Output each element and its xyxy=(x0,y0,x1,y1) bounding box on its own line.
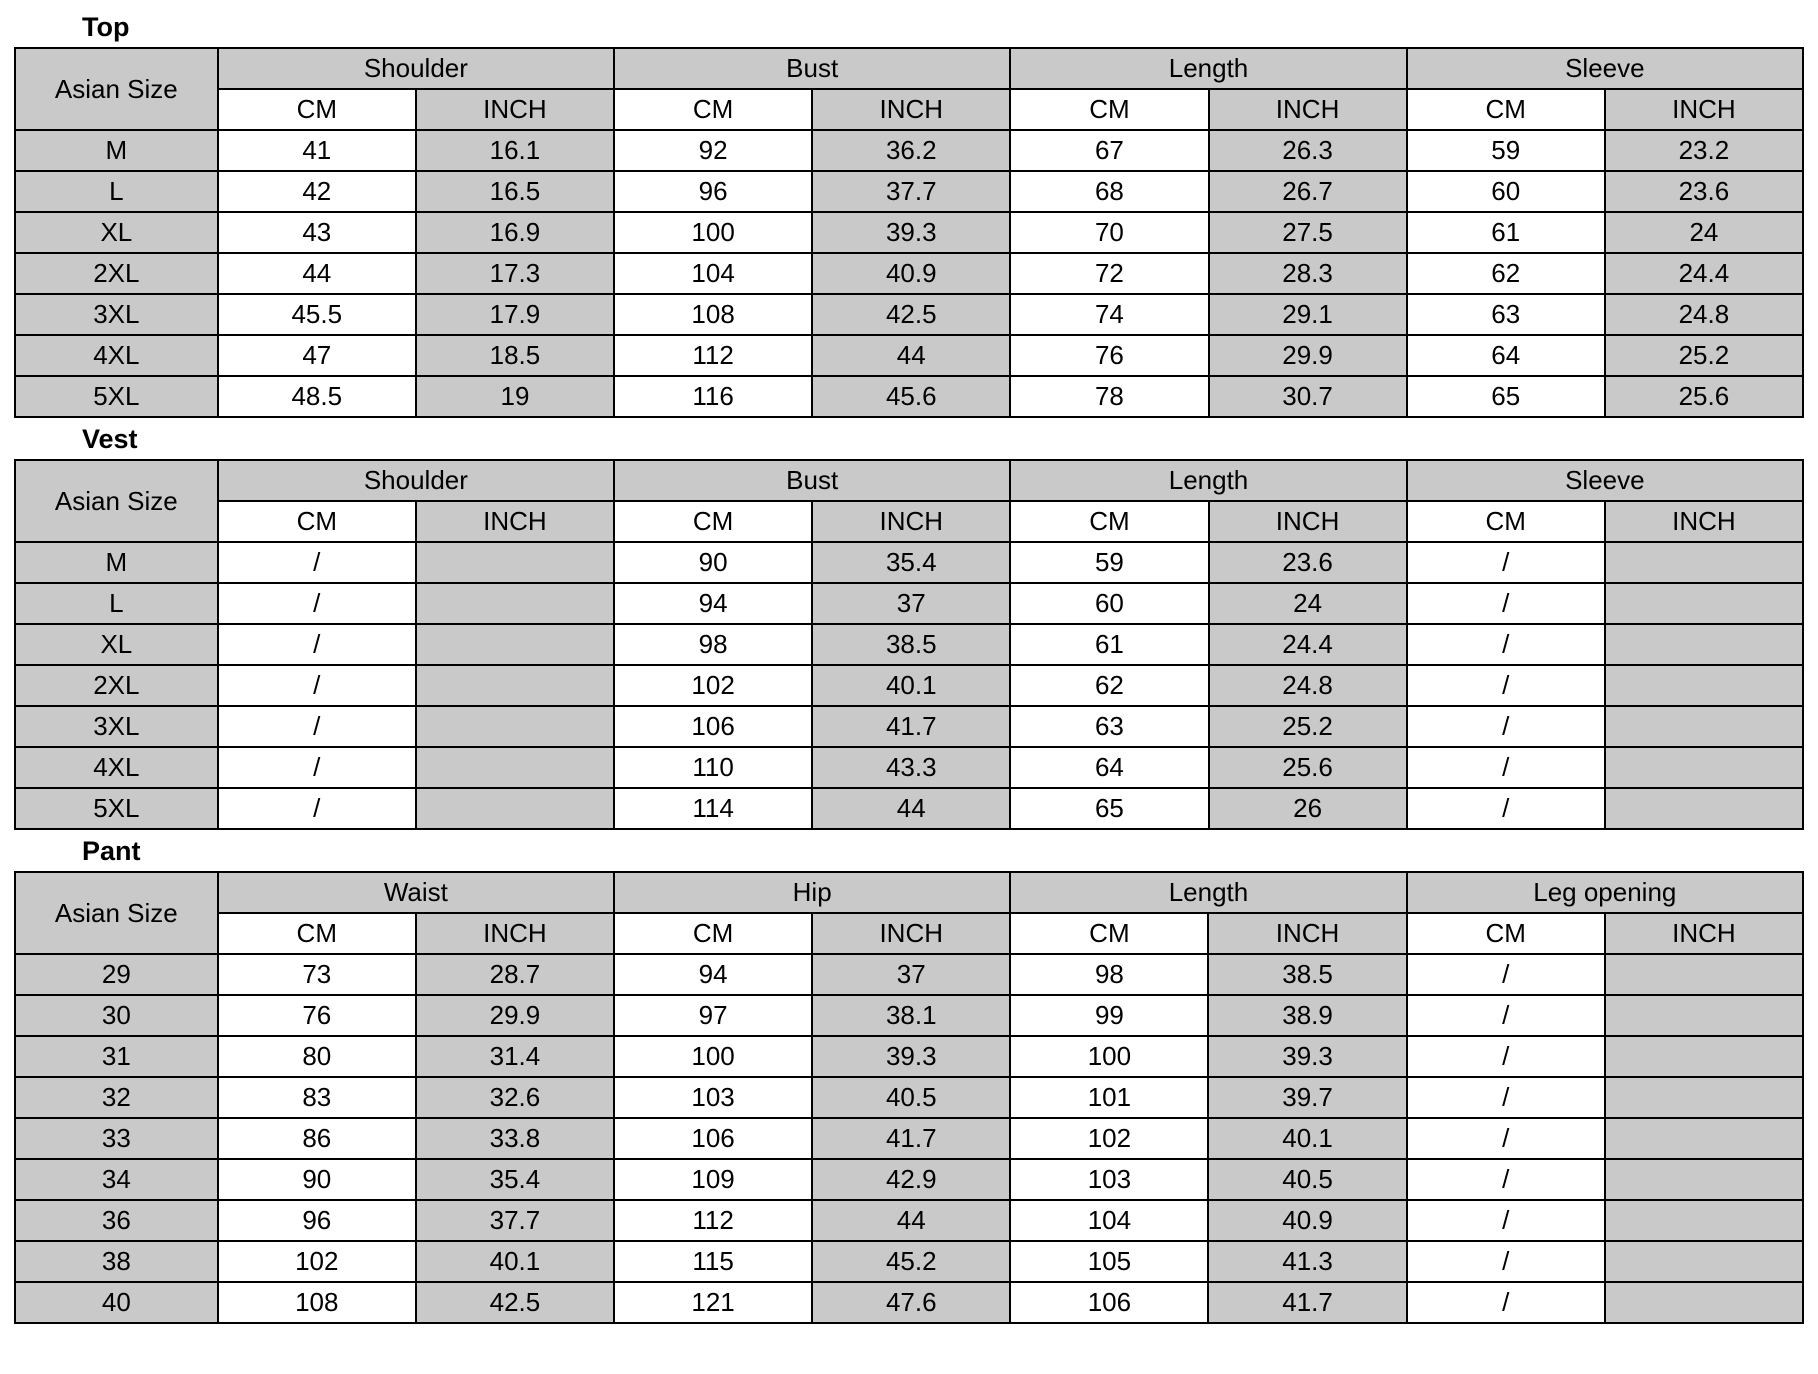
size-table-pant xyxy=(14,871,1804,1324)
cell-inch-value: 25.2 xyxy=(1605,335,1803,376)
cell-inch-value xyxy=(1605,788,1803,829)
cell-size-label: 32 xyxy=(15,1077,218,1118)
cell-inch-value: 39.3 xyxy=(1208,1036,1406,1077)
cell-inch-value xyxy=(1605,542,1803,583)
cell-inch-value: 41.7 xyxy=(812,1118,1010,1159)
cell-inch-value: 37 xyxy=(812,954,1010,995)
cell-cm-value: / xyxy=(1407,747,1605,788)
cell-inch-value: 40.9 xyxy=(1208,1200,1406,1241)
cell-inch-value xyxy=(1605,954,1803,995)
cell-inch-value xyxy=(1605,1159,1803,1200)
column-header-unit-inch: INCH xyxy=(416,89,614,130)
cell-inch-value xyxy=(1605,1200,1803,1241)
cell-cm-value: 70 xyxy=(1010,212,1208,253)
cell-cm-value: 76 xyxy=(218,995,416,1036)
cell-inch-value: 27.5 xyxy=(1209,212,1407,253)
cell-inch-value: 40.1 xyxy=(1208,1118,1406,1159)
cell-inch-value: 40.9 xyxy=(812,253,1010,294)
cell-size-label: M xyxy=(15,542,218,583)
table-row xyxy=(15,788,1803,829)
section-title-pant: Pant xyxy=(82,836,141,867)
cell-inch-value: 36.2 xyxy=(812,130,1010,171)
table-row xyxy=(15,171,1803,212)
table-header-row-groups xyxy=(15,48,1803,89)
cell-size-label: 38 xyxy=(15,1241,218,1282)
cell-cm-value: 100 xyxy=(1010,1036,1208,1077)
column-header-unit-cm: CM xyxy=(1407,89,1605,130)
cell-cm-value: 64 xyxy=(1010,747,1208,788)
cell-inch-value: 40.5 xyxy=(1208,1159,1406,1200)
cell-inch-value xyxy=(416,747,614,788)
cell-size-label: 34 xyxy=(15,1159,218,1200)
column-header-unit-cm: CM xyxy=(614,89,812,130)
table-row xyxy=(15,583,1803,624)
cell-cm-value: 103 xyxy=(1010,1159,1208,1200)
table-row xyxy=(15,1200,1803,1241)
cell-inch-value: 39.3 xyxy=(812,212,1010,253)
cell-cm-value: 60 xyxy=(1407,171,1605,212)
column-group-header: Bust xyxy=(614,48,1010,89)
cell-inch-value: 24 xyxy=(1209,583,1407,624)
column-header-unit-cm: CM xyxy=(1010,501,1208,542)
cell-cm-value: 59 xyxy=(1407,130,1605,171)
cell-inch-value: 23.6 xyxy=(1209,542,1407,583)
cell-cm-value: / xyxy=(218,624,416,665)
cell-inch-value xyxy=(1605,1241,1803,1282)
cell-inch-value: 38.5 xyxy=(1208,954,1406,995)
cell-inch-value: 16.1 xyxy=(416,130,614,171)
cell-inch-value: 24.8 xyxy=(1605,294,1803,335)
cell-inch-value: 40.1 xyxy=(416,1241,614,1282)
cell-inch-value: 41.3 xyxy=(1208,1241,1406,1282)
table-header-row-units xyxy=(15,913,1803,954)
cell-cm-value: 62 xyxy=(1407,253,1605,294)
cell-cm-value: 99 xyxy=(1010,995,1208,1036)
cell-inch-value xyxy=(1605,1118,1803,1159)
column-header-unit-inch: INCH xyxy=(416,913,614,954)
cell-inch-value xyxy=(1605,1077,1803,1118)
table-row xyxy=(15,253,1803,294)
cell-inch-value: 24.4 xyxy=(1209,624,1407,665)
cell-inch-value xyxy=(1605,995,1803,1036)
cell-cm-value: 74 xyxy=(1010,294,1208,335)
cell-cm-value: / xyxy=(1407,665,1605,706)
cell-cm-value: / xyxy=(218,788,416,829)
cell-inch-value xyxy=(416,706,614,747)
cell-inch-value xyxy=(1605,747,1803,788)
cell-size-label: XL xyxy=(15,624,218,665)
table-row xyxy=(15,954,1803,995)
cell-cm-value: 78 xyxy=(1010,376,1208,417)
cell-cm-value: 98 xyxy=(614,624,812,665)
cell-inch-value: 40.5 xyxy=(812,1077,1010,1118)
cell-size-label: 2XL xyxy=(15,253,218,294)
cell-inch-value: 32.6 xyxy=(416,1077,614,1118)
cell-cm-value: 112 xyxy=(614,335,812,376)
cell-cm-value: 62 xyxy=(1010,665,1208,706)
cell-cm-value: / xyxy=(1407,706,1605,747)
cell-size-label: 33 xyxy=(15,1118,218,1159)
cell-inch-value xyxy=(416,624,614,665)
cell-cm-value: / xyxy=(218,706,416,747)
table-row xyxy=(15,1159,1803,1200)
column-group-header: Leg opening xyxy=(1407,872,1803,913)
cell-inch-value: 16.5 xyxy=(416,171,614,212)
cell-inch-value: 37 xyxy=(812,583,1010,624)
column-group-header: Length xyxy=(1010,48,1406,89)
cell-cm-value: / xyxy=(1407,1282,1605,1323)
cell-inch-value: 31.4 xyxy=(416,1036,614,1077)
table-row xyxy=(15,542,1803,583)
cell-inch-value: 42.5 xyxy=(812,294,1010,335)
cell-cm-value: 65 xyxy=(1407,376,1605,417)
cell-inch-value: 44 xyxy=(812,1200,1010,1241)
cell-cm-value: 48.5 xyxy=(218,376,416,417)
cell-cm-value: 90 xyxy=(218,1159,416,1200)
cell-cm-value: 83 xyxy=(218,1077,416,1118)
cell-cm-value: 96 xyxy=(614,171,812,212)
column-group-header: Bust xyxy=(614,460,1010,501)
cell-size-label: XL xyxy=(15,212,218,253)
cell-inch-value xyxy=(1605,706,1803,747)
cell-inch-value: 37.7 xyxy=(812,171,1010,212)
cell-inch-value: 45.6 xyxy=(812,376,1010,417)
cell-cm-value: 100 xyxy=(614,1036,812,1077)
cell-inch-value: 37.7 xyxy=(416,1200,614,1241)
cell-cm-value: 121 xyxy=(614,1282,812,1323)
cell-cm-value: 90 xyxy=(614,542,812,583)
table-row xyxy=(15,294,1803,335)
cell-cm-value: 109 xyxy=(614,1159,812,1200)
table-row xyxy=(15,130,1803,171)
column-header-asian-size: Asian Size xyxy=(15,48,218,130)
table-row xyxy=(15,624,1803,665)
cell-cm-value: 41 xyxy=(218,130,416,171)
cell-inch-value: 25.2 xyxy=(1209,706,1407,747)
cell-inch-value: 29.9 xyxy=(1209,335,1407,376)
size-chart-sections xyxy=(14,12,1804,1324)
cell-inch-value: 39.3 xyxy=(812,1036,1010,1077)
cell-cm-value: / xyxy=(1407,583,1605,624)
cell-inch-value: 45.2 xyxy=(812,1241,1010,1282)
cell-inch-value: 30.7 xyxy=(1209,376,1407,417)
cell-size-label: 5XL xyxy=(15,788,218,829)
cell-inch-value: 24 xyxy=(1605,212,1803,253)
column-group-header: Sleeve xyxy=(1407,460,1803,501)
table-row xyxy=(15,1118,1803,1159)
cell-cm-value: 68 xyxy=(1010,171,1208,212)
cell-inch-value: 29.1 xyxy=(1209,294,1407,335)
column-header-unit-cm: CM xyxy=(218,501,416,542)
cell-cm-value: 115 xyxy=(614,1241,812,1282)
cell-cm-value: 100 xyxy=(614,212,812,253)
cell-cm-value: 106 xyxy=(614,706,812,747)
cell-inch-value: 19 xyxy=(416,376,614,417)
cell-inch-value xyxy=(1605,624,1803,665)
cell-cm-value: 42 xyxy=(218,171,416,212)
cell-size-label: 2XL xyxy=(15,665,218,706)
cell-cm-value: 106 xyxy=(614,1118,812,1159)
cell-inch-value: 17.9 xyxy=(416,294,614,335)
cell-cm-value: / xyxy=(1407,1077,1605,1118)
cell-inch-value xyxy=(1605,583,1803,624)
cell-cm-value: 61 xyxy=(1407,212,1605,253)
cell-cm-value: / xyxy=(1407,624,1605,665)
cell-cm-value: / xyxy=(1407,788,1605,829)
cell-size-label: 4XL xyxy=(15,747,218,788)
cell-cm-value: / xyxy=(1407,1159,1605,1200)
cell-cm-value: 63 xyxy=(1407,294,1605,335)
column-header-unit-cm: CM xyxy=(1407,501,1605,542)
cell-inch-value: 25.6 xyxy=(1209,747,1407,788)
column-header-unit-inch: INCH xyxy=(812,501,1010,542)
cell-cm-value: 92 xyxy=(614,130,812,171)
cell-inch-value: 44 xyxy=(812,788,1010,829)
cell-cm-value: 112 xyxy=(614,1200,812,1241)
cell-cm-value: 80 xyxy=(218,1036,416,1077)
cell-inch-value xyxy=(1605,1036,1803,1077)
column-header-unit-cm: CM xyxy=(218,89,416,130)
cell-inch-value: 18.5 xyxy=(416,335,614,376)
cell-inch-value: 44 xyxy=(812,335,1010,376)
cell-inch-value: 23.6 xyxy=(1605,171,1803,212)
cell-cm-value: / xyxy=(1407,542,1605,583)
column-header-asian-size: Asian Size xyxy=(15,460,218,542)
cell-cm-value: / xyxy=(1407,954,1605,995)
column-group-header: Sleeve xyxy=(1407,48,1803,89)
cell-inch-value: 35.4 xyxy=(416,1159,614,1200)
cell-inch-value: 24.4 xyxy=(1605,253,1803,294)
cell-inch-value: 17.3 xyxy=(416,253,614,294)
column-header-unit-inch: INCH xyxy=(416,501,614,542)
column-header-unit-cm: CM xyxy=(218,913,416,954)
column-group-header: Waist xyxy=(218,872,614,913)
column-header-unit-cm: CM xyxy=(614,913,812,954)
column-header-unit-cm: CM xyxy=(1010,913,1208,954)
cell-cm-value: 94 xyxy=(614,954,812,995)
cell-inch-value xyxy=(416,665,614,706)
cell-size-label: 3XL xyxy=(15,294,218,335)
cell-cm-value: 86 xyxy=(218,1118,416,1159)
cell-inch-value: 26 xyxy=(1209,788,1407,829)
column-header-unit-cm: CM xyxy=(1010,89,1208,130)
cell-inch-value: 38.1 xyxy=(812,995,1010,1036)
cell-inch-value xyxy=(416,583,614,624)
cell-cm-value: 102 xyxy=(614,665,812,706)
cell-cm-value: 114 xyxy=(614,788,812,829)
cell-cm-value: 104 xyxy=(614,253,812,294)
cell-inch-value: 24.8 xyxy=(1209,665,1407,706)
cell-size-label: 36 xyxy=(15,1200,218,1241)
table-row xyxy=(15,1036,1803,1077)
cell-inch-value xyxy=(416,788,614,829)
cell-cm-value: 101 xyxy=(1010,1077,1208,1118)
cell-size-label: 30 xyxy=(15,995,218,1036)
cell-cm-value: 97 xyxy=(614,995,812,1036)
column-header-unit-inch: INCH xyxy=(1209,501,1407,542)
column-header-unit-inch: INCH xyxy=(1605,913,1803,954)
column-header-unit-inch: INCH xyxy=(812,89,1010,130)
cell-cm-value: 103 xyxy=(614,1077,812,1118)
table-row xyxy=(15,212,1803,253)
table-header-row-units xyxy=(15,89,1803,130)
cell-inch-value: 26.7 xyxy=(1209,171,1407,212)
cell-cm-value: 106 xyxy=(1010,1282,1208,1323)
cell-cm-value: 105 xyxy=(1010,1241,1208,1282)
cell-cm-value: 102 xyxy=(218,1241,416,1282)
cell-cm-value: 60 xyxy=(1010,583,1208,624)
cell-cm-value: 108 xyxy=(614,294,812,335)
size-table-top xyxy=(14,47,1804,418)
cell-cm-value: / xyxy=(1407,1036,1605,1077)
cell-inch-value xyxy=(1605,665,1803,706)
table-row xyxy=(15,1241,1803,1282)
cell-inch-value: 28.3 xyxy=(1209,253,1407,294)
cell-inch-value: 39.7 xyxy=(1208,1077,1406,1118)
section-title-top: Top xyxy=(82,12,130,42)
table-row xyxy=(15,1282,1803,1323)
table-row xyxy=(15,747,1803,788)
cell-size-label: L xyxy=(15,171,218,212)
size-table-vest xyxy=(14,459,1804,830)
column-header-unit-inch: INCH xyxy=(1605,501,1803,542)
cell-cm-value: 76 xyxy=(1010,335,1208,376)
cell-inch-value: 35.4 xyxy=(812,542,1010,583)
cell-cm-value: 73 xyxy=(218,954,416,995)
cell-cm-value: 116 xyxy=(614,376,812,417)
cell-cm-value: / xyxy=(218,542,416,583)
cell-size-label: 40 xyxy=(15,1282,218,1323)
cell-inch-value: 41.7 xyxy=(812,706,1010,747)
table-header-row-groups xyxy=(15,872,1803,913)
cell-inch-value: 16.9 xyxy=(416,212,614,253)
cell-cm-value: / xyxy=(1407,1118,1605,1159)
column-header-unit-inch: INCH xyxy=(1605,89,1803,130)
cell-inch-value: 42.5 xyxy=(416,1282,614,1323)
cell-size-label: L xyxy=(15,583,218,624)
column-group-header: Shoulder xyxy=(218,460,614,501)
cell-inch-value: 28.7 xyxy=(416,954,614,995)
cell-cm-value: 44 xyxy=(218,253,416,294)
column-group-header: Length xyxy=(1010,460,1406,501)
table-row xyxy=(15,376,1803,417)
cell-cm-value: 72 xyxy=(1010,253,1208,294)
cell-inch-value: 42.9 xyxy=(812,1159,1010,1200)
cell-cm-value: 45.5 xyxy=(218,294,416,335)
column-header-unit-cm: CM xyxy=(614,501,812,542)
cell-cm-value: 96 xyxy=(218,1200,416,1241)
table-header-row-units xyxy=(15,501,1803,542)
cell-size-label: 3XL xyxy=(15,706,218,747)
cell-inch-value: 29.9 xyxy=(416,995,614,1036)
cell-cm-value: 65 xyxy=(1010,788,1208,829)
column-group-header: Shoulder xyxy=(218,48,614,89)
cell-cm-value: 64 xyxy=(1407,335,1605,376)
cell-cm-value: 43 xyxy=(218,212,416,253)
cell-size-label: 4XL xyxy=(15,335,218,376)
cell-cm-value: / xyxy=(1407,1200,1605,1241)
column-group-header: Length xyxy=(1010,872,1406,913)
cell-size-label: 29 xyxy=(15,954,218,995)
cell-cm-value: / xyxy=(218,665,416,706)
table-row xyxy=(15,665,1803,706)
cell-cm-value: 63 xyxy=(1010,706,1208,747)
cell-cm-value: / xyxy=(218,747,416,788)
cell-cm-value: / xyxy=(218,583,416,624)
cell-inch-value: 26.3 xyxy=(1209,130,1407,171)
cell-inch-value: 38.9 xyxy=(1208,995,1406,1036)
cell-size-label: 5XL xyxy=(15,376,218,417)
table-row xyxy=(15,1077,1803,1118)
section-title-vest: Vest xyxy=(82,424,138,455)
table-row xyxy=(15,995,1803,1036)
cell-cm-value: 102 xyxy=(1010,1118,1208,1159)
column-header-unit-inch: INCH xyxy=(1209,89,1407,130)
cell-cm-value: 94 xyxy=(614,583,812,624)
cell-inch-value: 38.5 xyxy=(812,624,1010,665)
column-header-unit-inch: INCH xyxy=(1208,913,1406,954)
column-header-unit-cm: CM xyxy=(1407,913,1605,954)
cell-cm-value: 61 xyxy=(1010,624,1208,665)
cell-cm-value: / xyxy=(1407,1241,1605,1282)
cell-inch-value: 43.3 xyxy=(812,747,1010,788)
cell-cm-value: 98 xyxy=(1010,954,1208,995)
table-row xyxy=(15,335,1803,376)
cell-cm-value: / xyxy=(1407,995,1605,1036)
cell-inch-value: 41.7 xyxy=(1208,1282,1406,1323)
table-row xyxy=(15,706,1803,747)
cell-cm-value: 59 xyxy=(1010,542,1208,583)
cell-cm-value: 47 xyxy=(218,335,416,376)
cell-cm-value: 108 xyxy=(218,1282,416,1323)
cell-inch-value: 40.1 xyxy=(812,665,1010,706)
table-header-row-groups xyxy=(15,460,1803,501)
cell-inch-value: 47.6 xyxy=(812,1282,1010,1323)
cell-cm-value: 110 xyxy=(614,747,812,788)
cell-inch-value: 33.8 xyxy=(416,1118,614,1159)
cell-inch-value: 23.2 xyxy=(1605,130,1803,171)
cell-inch-value xyxy=(1605,1282,1803,1323)
column-header-asian-size: Asian Size xyxy=(15,872,218,954)
column-group-header: Hip xyxy=(614,872,1010,913)
cell-inch-value: 25.6 xyxy=(1605,376,1803,417)
cell-cm-value: 67 xyxy=(1010,130,1208,171)
cell-inch-value xyxy=(416,542,614,583)
cell-cm-value: 104 xyxy=(1010,1200,1208,1241)
cell-size-label: 31 xyxy=(15,1036,218,1077)
column-header-unit-inch: INCH xyxy=(812,913,1010,954)
cell-size-label: M xyxy=(15,130,218,171)
